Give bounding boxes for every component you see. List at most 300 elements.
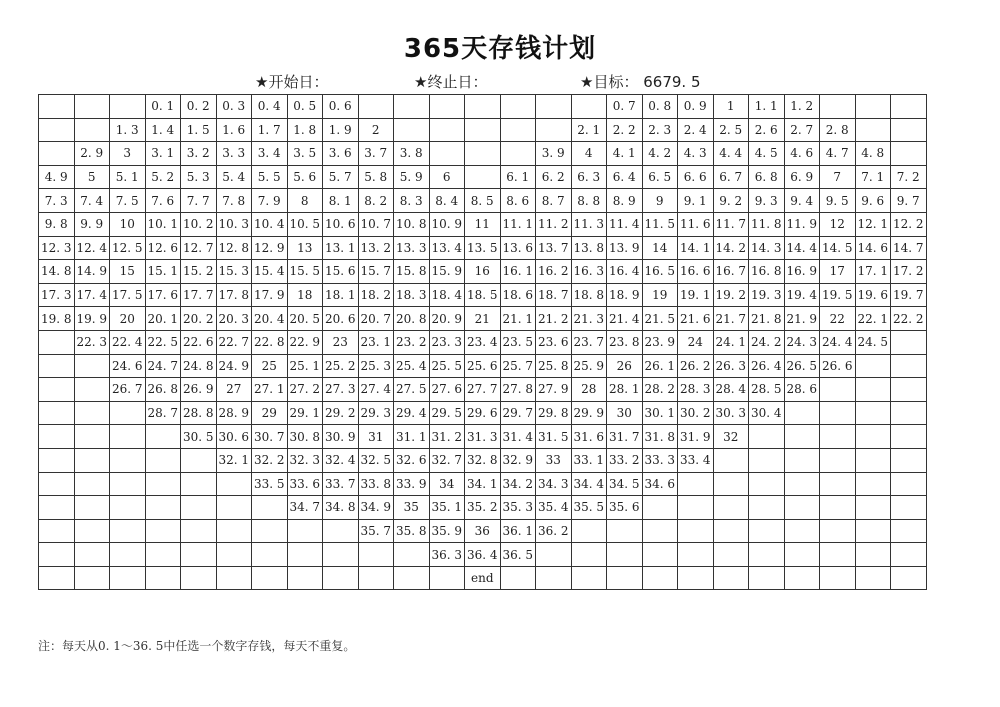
grid-cell [74, 543, 110, 567]
grid-cell: 14. 3 [749, 236, 785, 260]
grid-cell: 18 [287, 283, 323, 307]
grid-cell [607, 566, 643, 590]
grid-cell [39, 142, 75, 166]
grid-cell [784, 566, 820, 590]
grid-cell: 15 [110, 260, 146, 284]
grid-cell [110, 95, 146, 119]
grid-row [39, 425, 927, 449]
grid-cell: 18. 3 [394, 283, 430, 307]
grid-cell: 18. 4 [429, 283, 465, 307]
grid-cell: 33 [536, 448, 572, 472]
grid-cell: 22. 6 [181, 330, 217, 354]
grid-cell: 22 [820, 307, 856, 331]
end-date-label: ★终止日： [414, 73, 488, 91]
grid-cell: 2. 2 [607, 118, 643, 142]
grid-cell [465, 142, 501, 166]
grid-cell: 28. 7 [145, 401, 181, 425]
goal-field [580, 71, 701, 92]
grid-cell: 23 [323, 330, 359, 354]
grid-cell: 27. 1 [252, 378, 288, 402]
grid-cell: 5. 8 [358, 165, 394, 189]
grid-cell: 1. 6 [216, 118, 252, 142]
grid-cell: 0. 9 [678, 95, 714, 119]
grid-cell [749, 496, 785, 520]
grid-cell: 23. 7 [571, 330, 607, 354]
grid-cell: 17. 5 [110, 283, 146, 307]
grid-cell: 0. 1 [145, 95, 181, 119]
grid-cell: 3. 6 [323, 142, 359, 166]
grid-cell [74, 354, 110, 378]
grid-cell: 22. 2 [891, 307, 927, 331]
grid-cell: 10. 5 [287, 212, 323, 236]
grid-cell: 17. 1 [855, 260, 891, 284]
grid-cell: 26. 8 [145, 378, 181, 402]
grid-cell: 19. 4 [784, 283, 820, 307]
grid-cell: 14. 2 [713, 236, 749, 260]
grid-cell: 15. 1 [145, 260, 181, 284]
grid-cell: 13. 6 [500, 236, 536, 260]
grid-cell: 35. 1 [429, 496, 465, 520]
grid-cell [323, 543, 359, 567]
grid-cell [429, 118, 465, 142]
grid-row [39, 142, 927, 166]
grid-cell: 35. 4 [536, 496, 572, 520]
grid-cell: 5. 3 [181, 165, 217, 189]
grid-cell: 10. 3 [216, 212, 252, 236]
grid-cell [74, 566, 110, 590]
grid-cell: 12. 1 [855, 212, 891, 236]
grid-row [39, 283, 927, 307]
grid-cell: 25. 7 [500, 354, 536, 378]
grid-cell [39, 472, 75, 496]
grid-cell: 16 [465, 260, 501, 284]
grid-cell: 21. 5 [642, 307, 678, 331]
grid-cell: 34. 4 [571, 472, 607, 496]
grid-cell: 0. 5 [287, 95, 323, 119]
grid-cell: 24. 7 [145, 354, 181, 378]
grid-cell: 27. 8 [500, 378, 536, 402]
grid-cell: 30. 7 [252, 425, 288, 449]
grid-cell [39, 519, 75, 543]
grid-cell: 20. 2 [181, 307, 217, 331]
grid-cell [820, 95, 856, 119]
grid-cell [110, 448, 146, 472]
grid-cell [536, 118, 572, 142]
grid-cell: 33. 5 [252, 472, 288, 496]
grid-cell: 16. 6 [678, 260, 714, 284]
grid-cell [145, 496, 181, 520]
grid-cell [891, 95, 927, 119]
grid-cell: 21. 4 [607, 307, 643, 331]
grid-cell [110, 566, 146, 590]
grid-cell [74, 401, 110, 425]
grid-cell: 5. 6 [287, 165, 323, 189]
grid-cell [749, 519, 785, 543]
grid-cell [181, 448, 217, 472]
grid-cell [39, 330, 75, 354]
footnote: 注：每天从0. 1～36. 5中任选一个数字存钱，每天不重复。 [38, 639, 356, 653]
grid-cell: 23. 4 [465, 330, 501, 354]
grid-cell: 30. 5 [181, 425, 217, 449]
grid-cell: 25. 2 [323, 354, 359, 378]
grid-cell: 21. 2 [536, 307, 572, 331]
grid-cell: 36. 3 [429, 543, 465, 567]
grid-cell [39, 354, 75, 378]
grid-cell: 13. 1 [323, 236, 359, 260]
grid-cell: 12. 5 [110, 236, 146, 260]
savings-grid [38, 94, 927, 590]
grid-cell: 10. 8 [394, 212, 430, 236]
grid-cell: 35. 3 [500, 496, 536, 520]
grid-cell: 29. 1 [287, 401, 323, 425]
grid-cell [323, 519, 359, 543]
grid-cell: 27. 5 [394, 378, 430, 402]
grid-cell [571, 566, 607, 590]
grid-cell [181, 566, 217, 590]
grid-cell: 10. 2 [181, 212, 217, 236]
grid-cell [678, 496, 714, 520]
grid-cell: 26 [607, 354, 643, 378]
grid-cell: 7. 9 [252, 189, 288, 213]
grid-cell: 33. 9 [394, 472, 430, 496]
grid-cell: 22. 3 [74, 330, 110, 354]
grid-cell: 7. 6 [145, 189, 181, 213]
grid-cell: 17. 2 [891, 260, 927, 284]
grid-cell: 1. 4 [145, 118, 181, 142]
grid-cell [855, 543, 891, 567]
grid-cell [39, 401, 75, 425]
grid-cell: 25. 5 [429, 354, 465, 378]
grid-row [39, 260, 927, 284]
grid-cell: 34. 7 [287, 496, 323, 520]
grid-cell [358, 566, 394, 590]
grid-cell [500, 95, 536, 119]
grid-cell: 26. 5 [784, 354, 820, 378]
grid-cell: 29. 8 [536, 401, 572, 425]
grid-cell: 21 [465, 307, 501, 331]
grid-cell: 12. 7 [181, 236, 217, 260]
grid-cell: 4. 1 [607, 142, 643, 166]
grid-cell: 20. 1 [145, 307, 181, 331]
grid-cell: 7. 3 [39, 189, 75, 213]
grid-cell: 3. 9 [536, 142, 572, 166]
grid-cell [784, 448, 820, 472]
grid-cell [891, 496, 927, 520]
grid-cell [394, 543, 430, 567]
grid-cell [855, 118, 891, 142]
grid-cell: 1. 3 [110, 118, 146, 142]
grid-cell [749, 425, 785, 449]
grid-cell: 26. 3 [713, 354, 749, 378]
grid-cell [110, 425, 146, 449]
grid-cell: 24. 6 [110, 354, 146, 378]
grid-cell [181, 519, 217, 543]
grid-cell [678, 519, 714, 543]
grid-cell: 3. 5 [287, 142, 323, 166]
grid-cell: 25. 3 [358, 354, 394, 378]
grid-cell: 26. 4 [749, 354, 785, 378]
grid-cell [358, 95, 394, 119]
grid-cell [145, 448, 181, 472]
grid-cell [394, 566, 430, 590]
grid-cell: 3. 4 [252, 142, 288, 166]
grid-cell: 19. 7 [891, 283, 927, 307]
grid-cell [39, 496, 75, 520]
grid-cell: 18. 2 [358, 283, 394, 307]
grid-cell: 11 [465, 212, 501, 236]
grid-cell: 31 [358, 425, 394, 449]
grid-cell: 3. 2 [181, 142, 217, 166]
grid-cell: 32. 9 [500, 448, 536, 472]
grid-cell: 20. 5 [287, 307, 323, 331]
grid-cell [820, 472, 856, 496]
grid-cell [855, 448, 891, 472]
grid-cell: 30 [607, 401, 643, 425]
grid-cell: 19 [642, 283, 678, 307]
grid-cell [820, 566, 856, 590]
grid-cell: 20. 6 [323, 307, 359, 331]
grid-cell [74, 496, 110, 520]
grid-cell: 4. 4 [713, 142, 749, 166]
grid-cell: 1. 8 [287, 118, 323, 142]
grid-cell [891, 142, 927, 166]
grid-cell: end [465, 566, 501, 590]
grid-cell: 2. 7 [784, 118, 820, 142]
grid-cell: 6. 7 [713, 165, 749, 189]
grid-cell [216, 543, 252, 567]
grid-cell: 17 [820, 260, 856, 284]
grid-cell: 11. 8 [749, 212, 785, 236]
grid-cell: 0. 4 [252, 95, 288, 119]
grid-cell: 15. 6 [323, 260, 359, 284]
grid-cell: 16. 1 [500, 260, 536, 284]
grid-cell [642, 519, 678, 543]
grid-cell: 2 [358, 118, 394, 142]
grid-cell: 20. 3 [216, 307, 252, 331]
grid-cell: 6. 5 [642, 165, 678, 189]
grid-cell: 2. 8 [820, 118, 856, 142]
grid-cell: 6 [429, 165, 465, 189]
grid-cell: 4. 9 [39, 165, 75, 189]
grid-cell [181, 472, 217, 496]
grid-cell [110, 401, 146, 425]
grid-cell: 0. 6 [323, 95, 359, 119]
grid-cell [607, 543, 643, 567]
grid-cell [891, 448, 927, 472]
grid-row [39, 448, 927, 472]
grid-cell [500, 118, 536, 142]
grid-cell [74, 472, 110, 496]
grid-cell: 8. 2 [358, 189, 394, 213]
grid-cell [145, 472, 181, 496]
grid-cell: 0. 8 [642, 95, 678, 119]
grid-cell: 28. 4 [713, 378, 749, 402]
grid-cell: 24. 8 [181, 354, 217, 378]
grid-cell: 36. 5 [500, 543, 536, 567]
grid-cell [713, 566, 749, 590]
grid-row [39, 165, 927, 189]
grid-cell [74, 378, 110, 402]
grid-cell [39, 448, 75, 472]
grid-cell: 19. 9 [74, 307, 110, 331]
grid-cell: 11. 3 [571, 212, 607, 236]
grid-cell: 24. 2 [749, 330, 785, 354]
grid-cell: 20. 4 [252, 307, 288, 331]
grid-cell [784, 425, 820, 449]
grid-cell: 19. 6 [855, 283, 891, 307]
grid-cell: 5 [74, 165, 110, 189]
grid-cell: 31. 8 [642, 425, 678, 449]
grid-cell: 21. 9 [784, 307, 820, 331]
grid-cell: 2. 4 [678, 118, 714, 142]
grid-cell: 17. 7 [181, 283, 217, 307]
grid-cell: 13 [287, 236, 323, 260]
grid-row [39, 212, 927, 236]
grid-cell: 32 [713, 425, 749, 449]
grid-cell: 14. 5 [820, 236, 856, 260]
grid-cell: 16. 9 [784, 260, 820, 284]
grid-cell [891, 425, 927, 449]
grid-cell: 24. 3 [784, 330, 820, 354]
grid-cell: 10. 1 [145, 212, 181, 236]
grid-cell [855, 519, 891, 543]
page-title: 365天存钱计划 [403, 34, 597, 64]
grid-cell [678, 472, 714, 496]
grid-cell: 1 [713, 95, 749, 119]
grid-cell: 36. 1 [500, 519, 536, 543]
grid-cell: 21. 6 [678, 307, 714, 331]
grid-cell [181, 496, 217, 520]
grid-cell [39, 543, 75, 567]
grid-cell [784, 472, 820, 496]
grid-cell: 27. 2 [287, 378, 323, 402]
grid-cell: 27 [216, 378, 252, 402]
grid-cell: 10 [110, 212, 146, 236]
grid-cell [465, 95, 501, 119]
grid-cell [39, 118, 75, 142]
grid-cell: 9. 7 [891, 189, 927, 213]
grid-cell: 11. 1 [500, 212, 536, 236]
grid-cell: 25. 9 [571, 354, 607, 378]
grid-cell: 23. 8 [607, 330, 643, 354]
grid-cell [358, 543, 394, 567]
goal-value: 6679. 5 [643, 73, 701, 91]
grid-cell [74, 425, 110, 449]
grid-cell [891, 354, 927, 378]
grid-cell [855, 95, 891, 119]
grid-cell: 18. 6 [500, 283, 536, 307]
grid-cell: 3. 3 [216, 142, 252, 166]
grid-row [39, 189, 927, 213]
grid-cell: 12. 6 [145, 236, 181, 260]
grid-row [39, 566, 927, 590]
grid-cell [820, 378, 856, 402]
grid-cell: 33. 2 [607, 448, 643, 472]
grid-cell [784, 496, 820, 520]
grid-cell [216, 519, 252, 543]
grid-cell: 16. 3 [571, 260, 607, 284]
grid-cell: 6. 4 [607, 165, 643, 189]
grid-cell [39, 425, 75, 449]
grid-row [39, 95, 927, 119]
grid-cell: 6. 3 [571, 165, 607, 189]
grid-row [39, 378, 927, 402]
grid-cell: 9. 2 [713, 189, 749, 213]
grid-cell: 12. 2 [891, 212, 927, 236]
grid-cell: 18. 5 [465, 283, 501, 307]
grid-cell [74, 519, 110, 543]
grid-cell: 11. 2 [536, 212, 572, 236]
grid-cell: 6. 6 [678, 165, 714, 189]
grid-cell [145, 543, 181, 567]
grid-cell: 22. 9 [287, 330, 323, 354]
grid-cell: 28. 3 [678, 378, 714, 402]
grid-cell: 34. 1 [465, 472, 501, 496]
grid-cell: 9. 3 [749, 189, 785, 213]
grid-cell: 34. 9 [358, 496, 394, 520]
grid-cell: 19. 1 [678, 283, 714, 307]
grid-cell: 8. 5 [465, 189, 501, 213]
grid-cell: 24. 4 [820, 330, 856, 354]
grid-cell: 21. 8 [749, 307, 785, 331]
grid-cell: 20. 9 [429, 307, 465, 331]
grid-cell: 2. 6 [749, 118, 785, 142]
grid-cell: 7 [820, 165, 856, 189]
grid-cell: 18. 8 [571, 283, 607, 307]
grid-cell: 34. 6 [642, 472, 678, 496]
grid-cell [571, 519, 607, 543]
grid-cell: 30. 4 [749, 401, 785, 425]
grid-cell: 2. 9 [74, 142, 110, 166]
grid-cell [891, 566, 927, 590]
grid-cell: 23. 6 [536, 330, 572, 354]
grid-cell: 13. 9 [607, 236, 643, 260]
grid-cell: 28. 6 [784, 378, 820, 402]
grid-cell: 13. 7 [536, 236, 572, 260]
grid-cell: 29. 9 [571, 401, 607, 425]
grid-cell: 35. 6 [607, 496, 643, 520]
grid-cell [749, 472, 785, 496]
grid-cell [713, 519, 749, 543]
grid-cell [110, 519, 146, 543]
grid-cell: 31. 4 [500, 425, 536, 449]
grid-cell: 36. 2 [536, 519, 572, 543]
grid-cell [252, 543, 288, 567]
grid-cell: 14. 1 [678, 236, 714, 260]
grid-cell: 13. 2 [358, 236, 394, 260]
grid-row [39, 118, 927, 142]
grid-cell [536, 95, 572, 119]
start-date-label: ★开始日： [255, 73, 329, 91]
grid-cell: 9. 5 [820, 189, 856, 213]
grid-cell: 20 [110, 307, 146, 331]
grid-cell [749, 566, 785, 590]
grid-cell: 10. 6 [323, 212, 359, 236]
grid-cell: 19. 2 [713, 283, 749, 307]
grid-cell: 22. 4 [110, 330, 146, 354]
grid-cell [39, 566, 75, 590]
grid-cell: 22. 8 [252, 330, 288, 354]
grid-cell: 2. 5 [713, 118, 749, 142]
grid-cell: 21. 3 [571, 307, 607, 331]
grid-cell: 34. 2 [500, 472, 536, 496]
grid-cell: 30. 8 [287, 425, 323, 449]
grid-cell [891, 378, 927, 402]
grid-cell [429, 142, 465, 166]
grid-cell [252, 519, 288, 543]
grid-cell: 34 [429, 472, 465, 496]
grid-cell: 19. 5 [820, 283, 856, 307]
